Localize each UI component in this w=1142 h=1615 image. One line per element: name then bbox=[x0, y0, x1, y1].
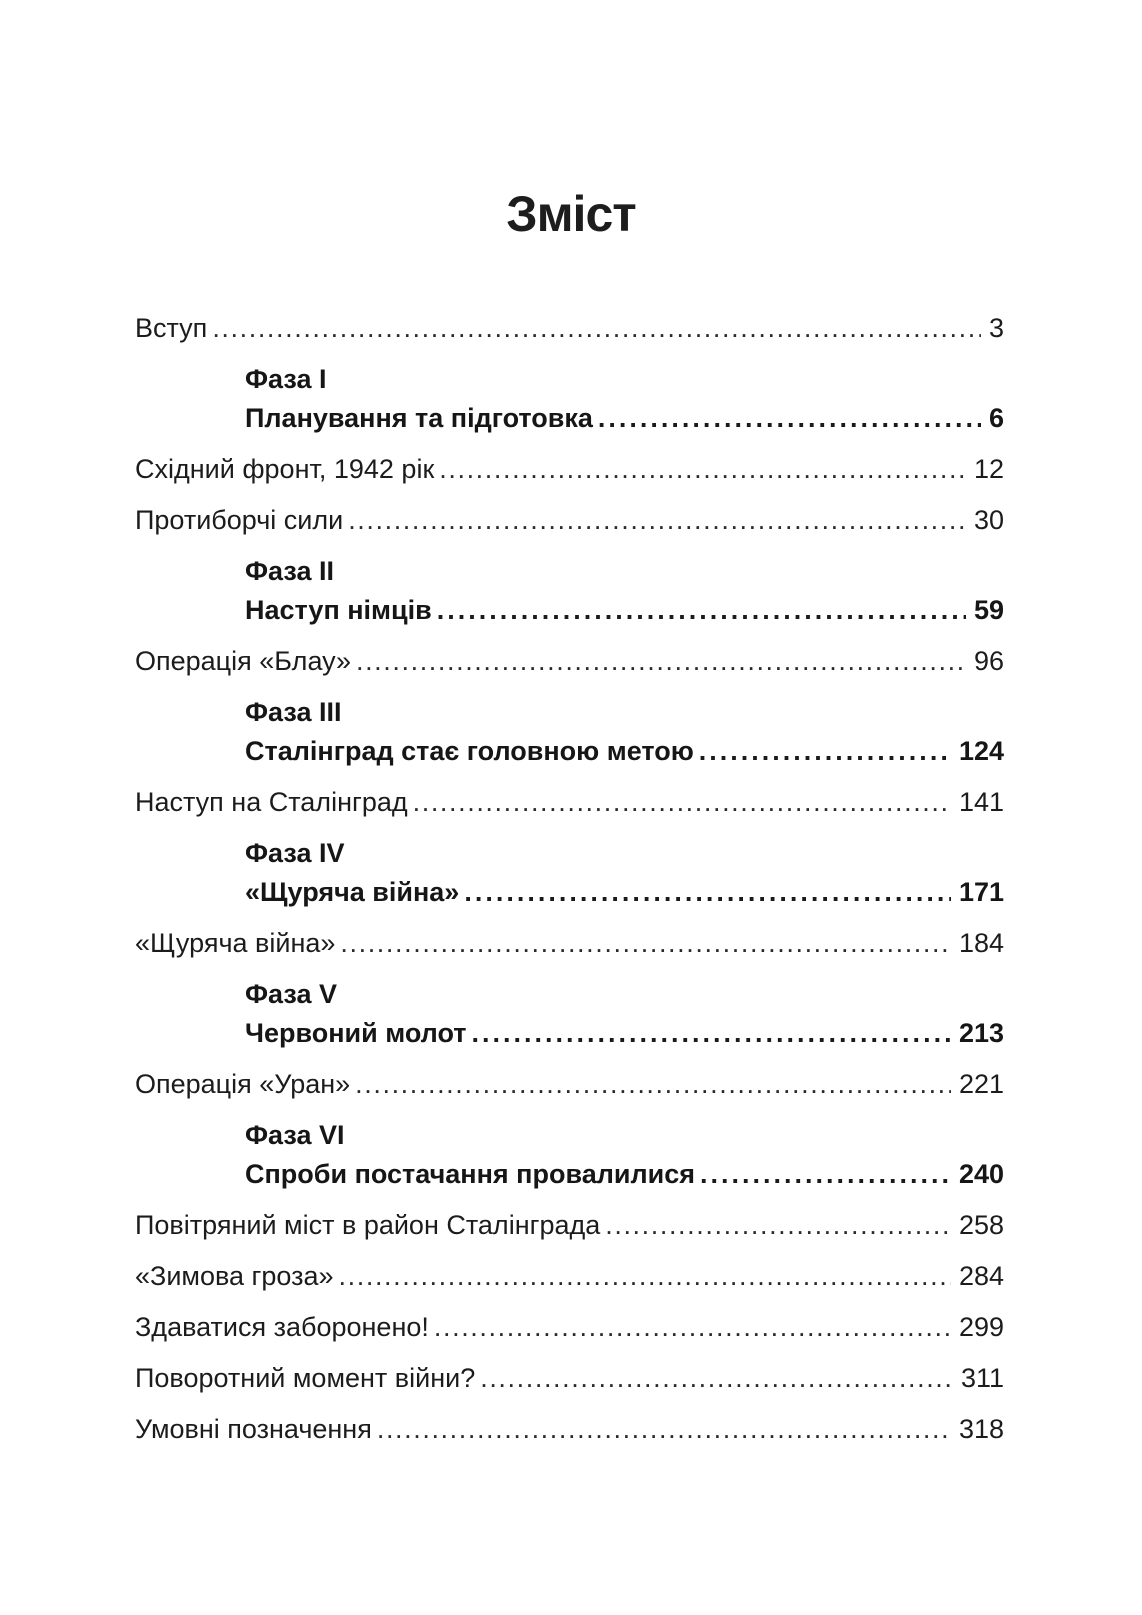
toc-entry bbox=[245, 1159, 1004, 1189]
table-of-contents bbox=[135, 313, 1004, 1465]
toc-entry-label: Операція «Уран» bbox=[135, 1069, 351, 1099]
dot-leader bbox=[598, 403, 981, 433]
toc-phase-heading: Фаза II bbox=[245, 556, 334, 586]
toc-page-number: 258 bbox=[958, 1210, 1004, 1240]
toc-entry bbox=[135, 1312, 1004, 1342]
toc-entry bbox=[135, 1210, 1004, 1240]
toc-entry bbox=[135, 1069, 1004, 1099]
toc-phase-heading: Фаза V bbox=[245, 979, 337, 1009]
toc-page-number: 318 bbox=[958, 1414, 1004, 1444]
toc-entry-label: Умовні позначення bbox=[135, 1414, 372, 1444]
toc-entry bbox=[135, 1261, 1004, 1291]
toc-entry bbox=[135, 646, 1004, 676]
toc-phase-group bbox=[245, 1120, 1004, 1189]
dot-leader bbox=[413, 787, 951, 817]
dot-leader bbox=[212, 313, 981, 343]
toc-page-number: 3 bbox=[988, 313, 1004, 343]
toc-entry-label: Операція «Блау» bbox=[135, 646, 351, 676]
dot-leader bbox=[434, 1312, 951, 1342]
toc-phase-heading: Фаза IV bbox=[245, 838, 345, 868]
toc-phase-heading: Фаза III bbox=[245, 697, 342, 727]
toc-page-number: 59 bbox=[973, 595, 1004, 625]
toc-page-number: 30 bbox=[973, 505, 1004, 535]
toc-entry-label: Наступ німців bbox=[245, 595, 432, 625]
toc-page-number: 141 bbox=[958, 787, 1004, 817]
toc-phase-heading: Фаза VI bbox=[245, 1120, 345, 1150]
toc-page-number: 299 bbox=[958, 1312, 1004, 1342]
toc-entry-label: Спроби постачання провалилися bbox=[245, 1159, 695, 1189]
toc-entry bbox=[245, 736, 1004, 766]
toc-page-number: 96 bbox=[973, 646, 1004, 676]
dot-leader bbox=[339, 1261, 951, 1291]
dot-leader bbox=[700, 1159, 951, 1189]
toc-entry bbox=[245, 595, 1004, 625]
toc-entry bbox=[135, 454, 1004, 484]
toc-page-number: 184 bbox=[958, 928, 1004, 958]
toc-entry-label: Вступ bbox=[135, 313, 208, 343]
toc-entry-label: Східний фронт, 1942 рік bbox=[135, 454, 435, 484]
toc-entry bbox=[135, 505, 1004, 535]
toc-entry-label: Протиборчі сили bbox=[135, 505, 344, 535]
toc-phase-heading: Фаза I bbox=[245, 364, 327, 394]
toc-phase-group bbox=[245, 364, 1004, 433]
toc-entry bbox=[135, 313, 1004, 343]
toc-page-number: 6 bbox=[988, 403, 1004, 433]
dot-leader bbox=[439, 454, 966, 484]
dot-leader bbox=[464, 877, 951, 907]
toc-entry-label: Сталінград стає головною метою bbox=[245, 736, 694, 766]
toc-entry bbox=[245, 1018, 1004, 1048]
toc-page-number: 240 bbox=[958, 1159, 1004, 1189]
dot-leader bbox=[472, 1018, 951, 1048]
toc-entry bbox=[135, 1414, 1004, 1444]
toc-entry-label: Повітряний міст в район Сталінграда bbox=[135, 1210, 601, 1240]
toc-entry-label: «Зимова гроза» bbox=[135, 1261, 334, 1291]
toc-entry-label: «Щуряча війна» bbox=[135, 928, 336, 958]
toc-page-number: 221 bbox=[958, 1069, 1004, 1099]
toc-page-number: 213 bbox=[958, 1018, 1004, 1048]
toc-page-number: 284 bbox=[958, 1261, 1004, 1291]
dot-leader bbox=[356, 646, 966, 676]
toc-entry-label: «Щуряча війна» bbox=[245, 877, 460, 907]
toc-entry bbox=[245, 877, 1004, 907]
dot-leader bbox=[605, 1210, 951, 1240]
dot-leader bbox=[480, 1363, 953, 1393]
toc-page-number: 171 bbox=[958, 877, 1004, 907]
toc-phase-group bbox=[245, 979, 1004, 1048]
toc-entry bbox=[245, 403, 1004, 433]
toc-phase-group bbox=[245, 556, 1004, 625]
toc-entry-label: Червоний молот bbox=[245, 1018, 467, 1048]
dot-leader bbox=[377, 1414, 951, 1444]
toc-page-number: 12 bbox=[973, 454, 1004, 484]
toc-page-number: 311 bbox=[960, 1363, 1004, 1393]
toc-phase-group bbox=[245, 697, 1004, 766]
dot-leader bbox=[340, 928, 951, 958]
toc-entry bbox=[135, 1363, 1004, 1393]
page-title: Зміст bbox=[506, 186, 636, 242]
dot-leader bbox=[699, 736, 951, 766]
dot-leader bbox=[437, 595, 966, 625]
toc-entry bbox=[135, 928, 1004, 958]
dot-leader bbox=[348, 505, 966, 535]
toc-page-number: 124 bbox=[958, 736, 1004, 766]
toc-entry-label: Здаватися заборонено! bbox=[135, 1312, 429, 1342]
dot-leader bbox=[355, 1069, 951, 1099]
toc-entry bbox=[135, 787, 1004, 817]
toc-entry-label: Наступ на Сталінград bbox=[135, 787, 408, 817]
toc-entry-label: Планування та підготовка bbox=[245, 403, 593, 433]
toc-phase-group bbox=[245, 838, 1004, 907]
toc-entry-label: Поворотний момент війни? bbox=[135, 1363, 476, 1393]
